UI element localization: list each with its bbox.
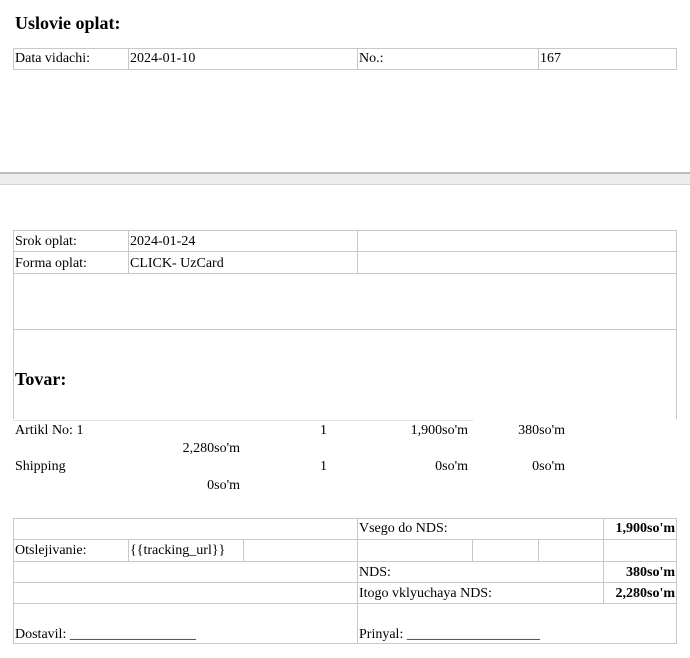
- item-tax: 0so'm: [532, 459, 565, 474]
- subtotal-value: 1,900so'm: [615, 521, 675, 536]
- due-date-value: 2024-01-24: [130, 234, 196, 249]
- tracking-value: {{tracking_url}}: [130, 543, 226, 558]
- payment-form-label: Forma oplat:: [15, 256, 87, 271]
- subtotal-label: Vsego do NDS:: [359, 521, 448, 536]
- item-quantity: 1: [320, 459, 327, 474]
- item-price: 1,900so'm: [410, 423, 468, 438]
- invoice-number-label: No.:: [359, 51, 384, 66]
- item-name: Shipping: [15, 459, 66, 474]
- delivered-by-signature: Dostavil: __________________: [15, 627, 196, 642]
- item-total: 2,280so'm: [182, 441, 240, 456]
- invoice-number-value: 167: [540, 51, 561, 66]
- due-date-label: Srok oplat:: [15, 234, 77, 249]
- item-quantity: 1: [320, 423, 327, 438]
- item-tax: 380so'm: [518, 423, 565, 438]
- grand-total-value: 2,280so'm: [615, 586, 675, 601]
- issue-date-value: 2024-01-10: [130, 51, 196, 66]
- tracking-label: Otslejivanie:: [15, 543, 87, 558]
- issue-date-label: Data vidachi:: [15, 51, 91, 66]
- grand-total-label: Itogo vklyuchaya NDS:: [359, 586, 492, 601]
- goods-heading: Tovar:: [15, 369, 67, 389]
- payment-terms-heading: Uslovie oplat:: [15, 13, 121, 33]
- item-name: Artikl No: 1: [15, 423, 84, 438]
- payment-form-value: CLICK- UzCard: [130, 256, 224, 271]
- item-total: 0so'm: [207, 478, 240, 493]
- vat-label: NDS:: [359, 565, 391, 580]
- item-price: 0so'm: [435, 459, 468, 474]
- received-by-signature: Prinyal: ___________________: [359, 627, 540, 642]
- vat-value: 380so'm: [626, 565, 675, 580]
